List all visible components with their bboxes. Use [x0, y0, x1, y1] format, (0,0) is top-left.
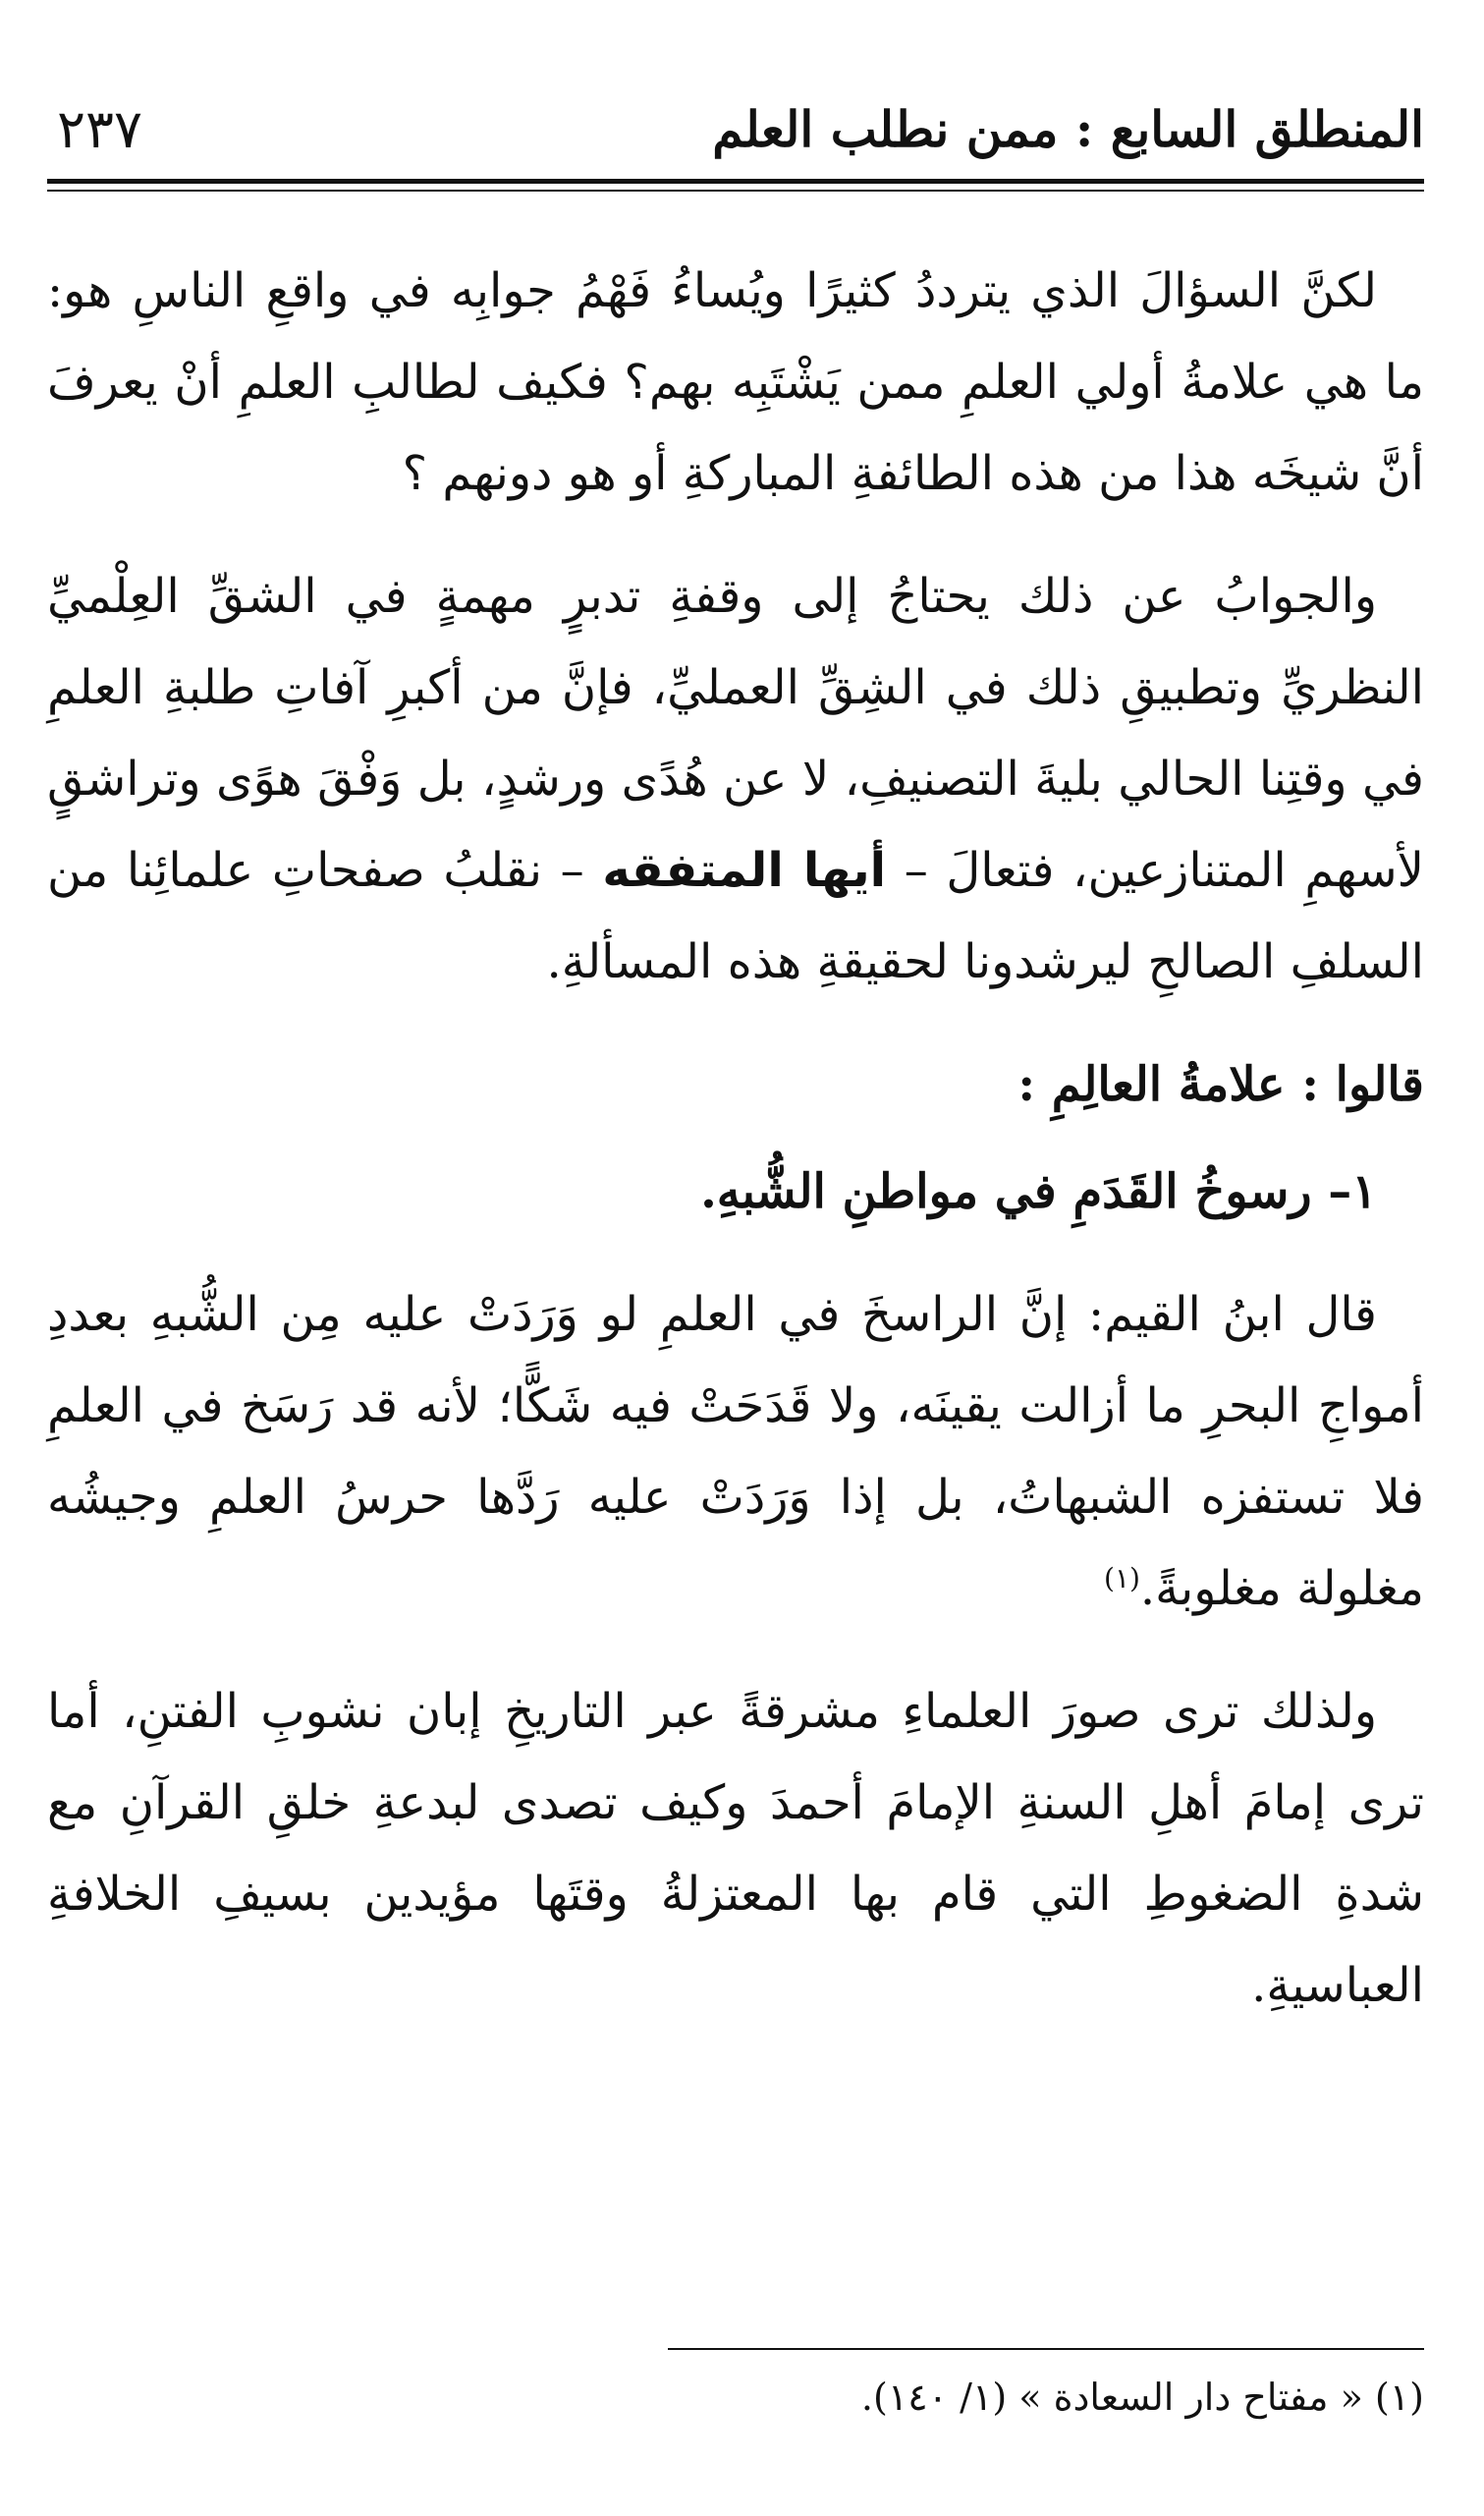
page-number: ٢٣٧ — [57, 98, 143, 160]
header-rule-thick — [47, 179, 1424, 184]
quote-text: قال ابنُ القيم: إنَّ الراسخَ في العلمِ لو وَرَدَتْ عليه مِن الشُّبهِ بعددِ أمواجِ البحرِ ما أزالت يقينَه، ولا قَدَحَتْ فيه شَكًّا؛ لأنه قد رَسَخ في العلمِ فلا تستفزه الشبهاتُ، بل إذا وَرَدَتْ عليه رَدَّها حرسُ العلمِ وجيشُه مغلولة مغلوبةً. — [47, 1287, 1424, 1616]
point-heading: ١– رسوخُ القَدَمِ في مواطنِ الشُّبهِ. — [700, 1164, 1377, 1219]
paragraph-2-after: – نقلبُ صفحاتِ علمائِنا من السلفِ الصالحِ ليرشدونا لحقيقةِ هذه المسألةِ. — [47, 843, 1424, 989]
header-rule-thin — [47, 190, 1424, 192]
section-heading: قالوا : علامةُ العالِمِ : — [1017, 1057, 1424, 1112]
emphasis-phrase: أيها المتفقه — [602, 843, 887, 898]
footnote-marker: (١) — [1104, 1562, 1140, 1594]
paragraph-1: لكنَّ السؤالَ الذي يترددُ كثيرًا ويُساءُ فَهْمُ جوابِه في واقعِ الناسِ هو: ما هي علامةُ أولي العلمِ ممن يَشْتَبِه بهم؟ فكيف لطالبِ العلمِ أنْ يعرفَ أنَّ شيخَه هذا من هذه الطائفةِ المباركةِ أو هو دونهم ؟ — [47, 263, 1424, 501]
running-title: المنطلق السابع : ممن نطلب العلم — [712, 100, 1424, 158]
page-header — [47, 90, 1424, 169]
footnote-text: (١) « مفتاح دار السعادة » (١/ ١٤٠). — [860, 2376, 1424, 2419]
paragraph-2 — [47, 551, 1424, 1008]
quote-paragraph — [47, 1269, 1424, 1635]
paragraph-2-before: والجوابُ عن ذلك يحتاجُ إلى وقفةِ تدبرٍ مهمةٍ في الشقِّ العِلْميِّ النظريِّ وتطبيقِ ذلك في الشِقِّ العمليِّ، فإنَّ من أكبرِ آفاتِ طلبةِ العلمِ في وقتِنا الحالي بليةَ التصنيفِ، لا عن هُدًى ورشدٍ، بل وَفْقَ هوًى وتراشقٍ لأسهمِ المتنازعين، فتعالَ – — [47, 569, 1424, 898]
footnote-rule — [668, 2348, 1424, 2350]
paragraph-last: ولذلك ترى صورَ العلماءِ مشرقةً عبر التاريخِ إبان نشوبِ الفتنِ، أما ترى إمامَ أهلِ السنةِ الإمامَ أحمدَ وكيف تصدى لبدعةِ خلقِ القرآنِ مع شدةِ الضغوطِ التي قام بها المعتزلةُ وقتَها مؤيدين بسيفِ الخلافةِ العباسيةِ. — [47, 1684, 1425, 2013]
page-body — [47, 246, 1424, 2063]
